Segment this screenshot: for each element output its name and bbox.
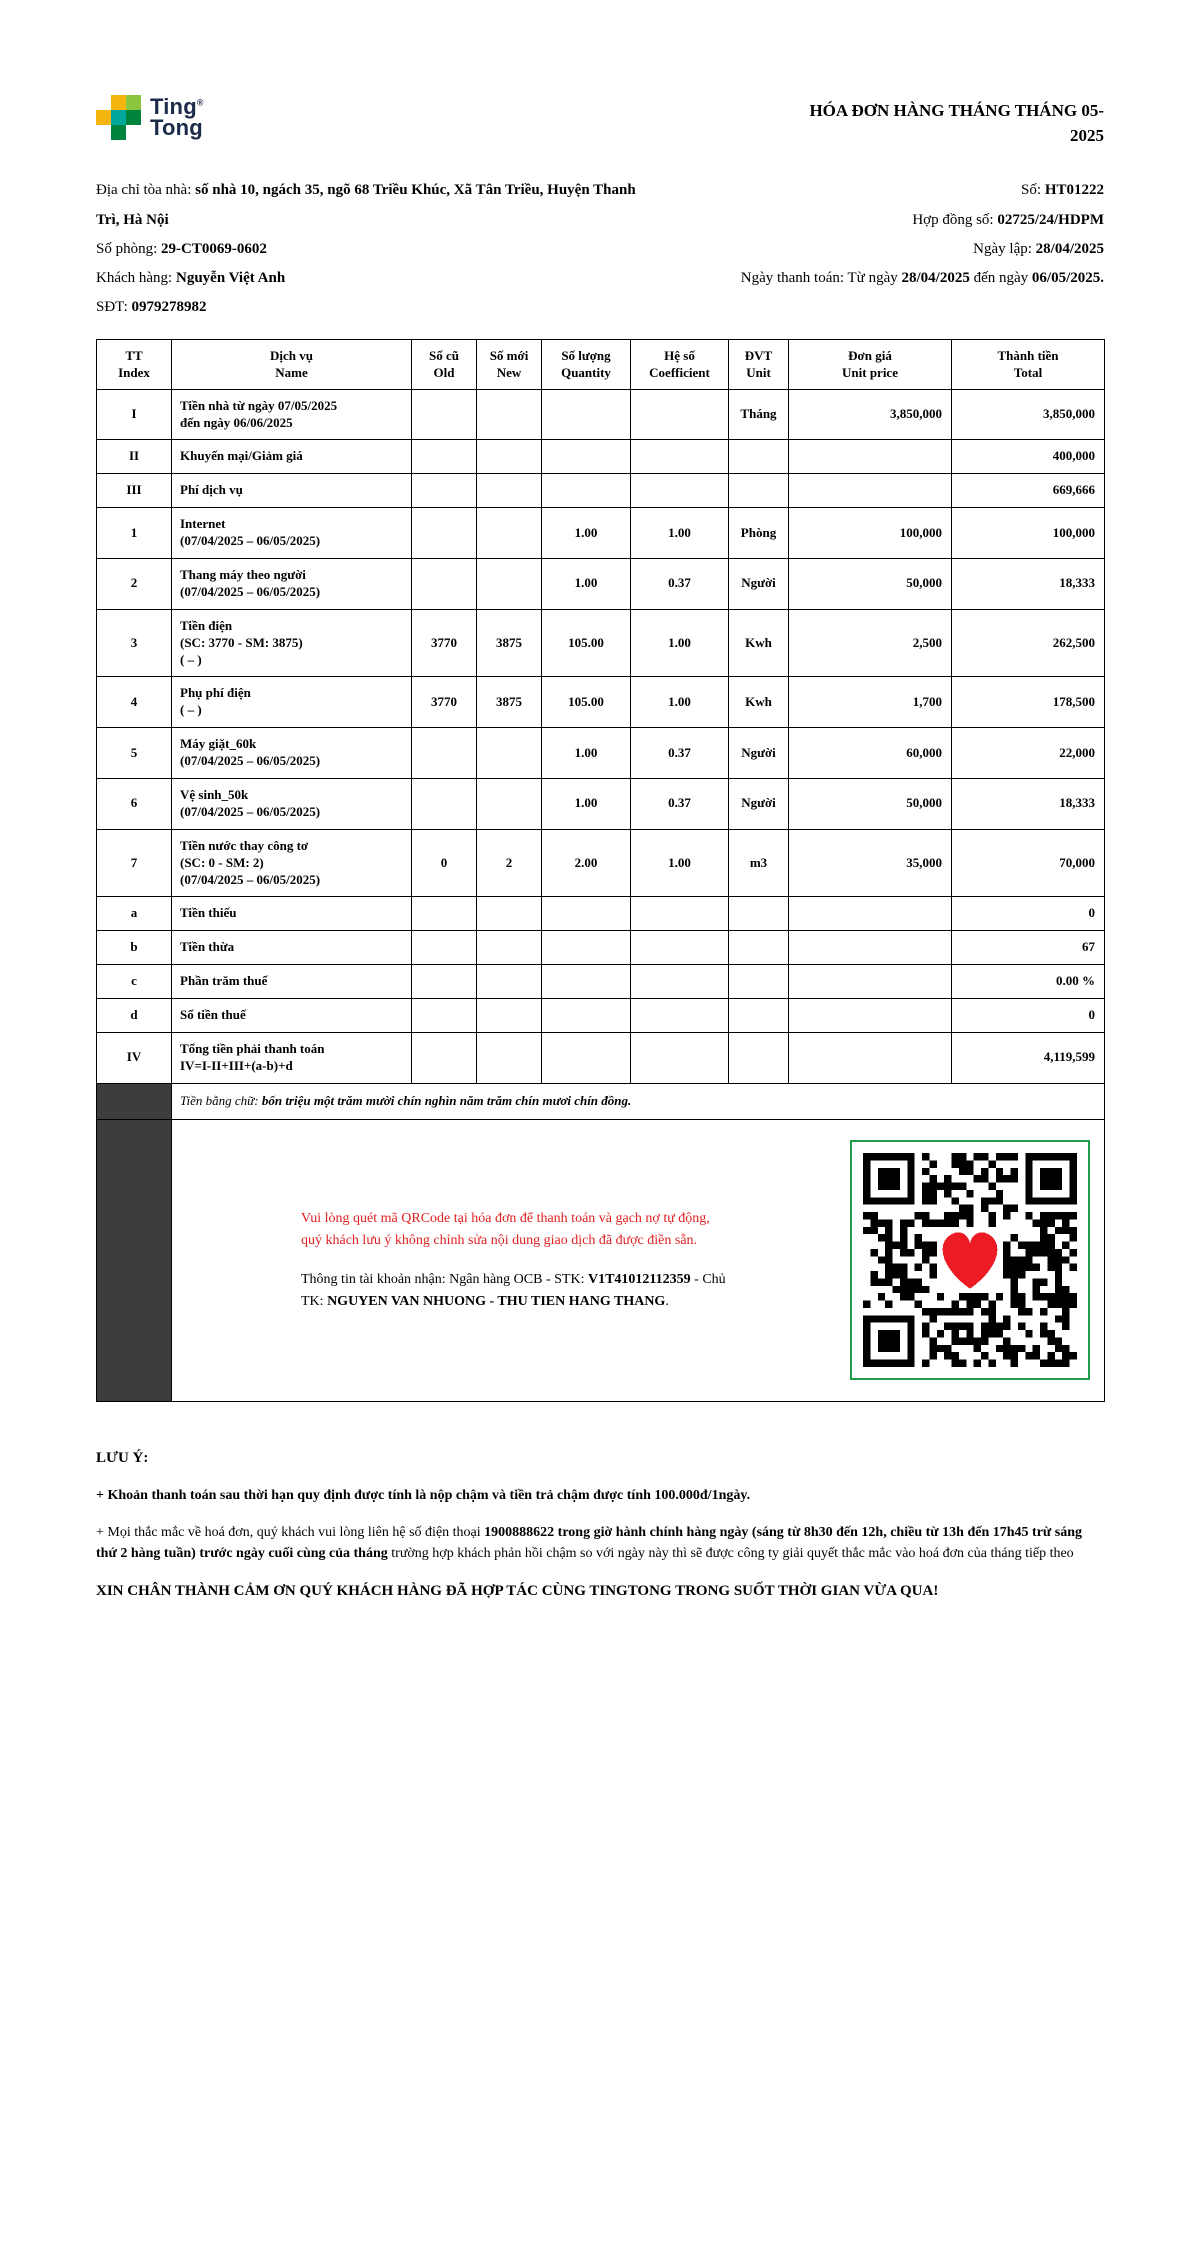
value-cell: [477, 508, 542, 559]
text-segment: 1900888622 trong giờ hành chính hàng ngày (sáng từ 8h30 đến 12h, chiều từ 13h đến 17h45 trừ sáng thứ 2 hàng tuần) trước ngày cuối cùng của tháng: [96, 1524, 1083, 1561]
value-cell: 1.00: [631, 609, 729, 677]
value-cell: 1.00: [542, 778, 631, 829]
info-line: [96, 264, 661, 293]
value-cell: 35,000: [789, 829, 952, 897]
text-segment: 29-CT0069-0602: [161, 240, 267, 257]
value-cell: [542, 1033, 631, 1084]
value-cell: [789, 897, 952, 931]
value-cell: [412, 474, 477, 508]
table-row: [97, 829, 1105, 897]
logo-pixel: [126, 125, 141, 140]
note-paragraph: [96, 1522, 1104, 1564]
value-cell: 0.00 %: [952, 965, 1105, 999]
text-segment: 06/05/2025.: [1031, 270, 1104, 287]
tingtong-logo-text: [150, 93, 204, 140]
column-header-line: Số mới: [489, 347, 529, 363]
value-cell: [729, 931, 789, 965]
logo-pixel: [111, 125, 126, 140]
table-row: [97, 440, 1105, 474]
logo-pixel: [111, 110, 126, 125]
value-cell: [412, 999, 477, 1033]
info-left: [96, 176, 661, 322]
text-segment: 28/04/2025: [901, 270, 970, 287]
value-cell: 400,000: [952, 440, 1105, 474]
text-segment: SĐT:: [96, 299, 132, 316]
text-segment: đến ngày: [969, 270, 1032, 287]
service-cell: [172, 778, 412, 829]
value-cell: [729, 897, 789, 931]
service-line: ( – ): [180, 651, 202, 667]
value-cell: [412, 728, 477, 779]
service-line: Tổng tiền phải thanh toán: [180, 1041, 325, 1056]
table-row: [97, 677, 1105, 728]
value-cell: 50,000: [789, 778, 952, 829]
value-cell: 669,666: [952, 474, 1105, 508]
logo-pixel: [96, 125, 111, 140]
value-cell: m3: [729, 829, 789, 897]
service-line: (07/04/2025 – 06/05/2025): [180, 803, 321, 819]
service-line: ( – ): [180, 702, 202, 718]
column-header-line: ĐVT: [744, 347, 773, 363]
value-cell: [477, 558, 542, 609]
text-segment: Số:: [1021, 182, 1045, 199]
value-cell: 262,500: [952, 609, 1105, 677]
text-segment: Địa chỉ tòa nhà:: [96, 182, 196, 199]
value-cell: [631, 931, 729, 965]
amount-in-words-cell: [172, 1083, 1105, 1119]
value-cell: [412, 931, 477, 965]
row-index-cell: 3: [97, 609, 172, 677]
value-cell: 3,850,000: [789, 389, 952, 440]
text-segment: NGUYEN VAN NHUONG - THU TIEN HANG THANG: [327, 1293, 666, 1309]
text-segment: Thông tin tài khoản nhận: Ngân hàng OCB - STK:: [301, 1272, 588, 1288]
row-index-cell: a: [97, 897, 172, 931]
service-cell: [172, 931, 412, 965]
value-cell: 178,500: [952, 677, 1105, 728]
service-line: (07/04/2025 – 06/05/2025): [180, 871, 321, 887]
service-line: Internet: [180, 516, 226, 532]
value-cell: [477, 778, 542, 829]
service-line: Máy giặt_60k: [180, 736, 257, 752]
value-cell: 0: [952, 897, 1105, 931]
logo-pixel: [111, 95, 126, 110]
qr-payment-cell: [172, 1119, 1105, 1401]
row-index-cell: IV: [97, 1033, 172, 1084]
value-cell: 50,000: [789, 558, 952, 609]
column-header: [412, 339, 477, 389]
service-line: (07/04/2025 – 06/05/2025): [180, 753, 321, 769]
logo-word-tong: Tong: [150, 114, 203, 140]
value-cell: Tháng: [729, 389, 789, 440]
value-cell: 4,119,599: [952, 1033, 1105, 1084]
value-cell: [477, 897, 542, 931]
info-line: [704, 235, 1104, 264]
value-cell: [631, 474, 729, 508]
column-header: [477, 339, 542, 389]
value-cell: 1.00: [631, 829, 729, 897]
value-cell: [412, 558, 477, 609]
value-cell: [412, 389, 477, 440]
value-cell: 60,000: [789, 728, 952, 779]
text-segment: V1T41012112359: [587, 1272, 691, 1288]
account-info-text: [301, 1269, 731, 1312]
table-row: [97, 558, 1105, 609]
text-segment: Khách hàng:: [96, 270, 176, 287]
payment-qr-code: [850, 1140, 1090, 1380]
text-segment: - Chủ TK:: [301, 1272, 726, 1309]
merged-dark-cell: [97, 1119, 172, 1401]
service-line: (SC: 0 - SM: 2): [180, 854, 264, 870]
table-row: [97, 508, 1105, 559]
column-header-line: Số cũ: [429, 347, 459, 363]
value-cell: [789, 440, 952, 474]
value-cell: 22,000: [952, 728, 1105, 779]
value-cell: Phòng: [729, 508, 789, 559]
value-cell: 3,850,000: [952, 389, 1105, 440]
service-cell: [172, 897, 412, 931]
value-cell: [729, 474, 789, 508]
table-row: [97, 897, 1105, 931]
text-segment: Tiền bằng chữ:: [180, 1092, 262, 1108]
info-line: [704, 264, 1104, 293]
service-line: (07/04/2025 – 06/05/2025): [180, 533, 321, 549]
value-cell: [542, 965, 631, 999]
service-cell: [172, 1033, 412, 1084]
value-cell: Kwh: [729, 609, 789, 677]
table-row: [97, 474, 1105, 508]
value-cell: [477, 474, 542, 508]
qr-payment-content: [182, 1140, 1094, 1380]
value-cell: [477, 965, 542, 999]
value-cell: [542, 999, 631, 1033]
text-segment: số nhà 10, ngách 35, ngõ 68 Triều Khúc, Xã Tân Triều, Huyện Thanh Trì, Hà Nội: [96, 182, 636, 228]
value-cell: Người: [729, 728, 789, 779]
service-line: (07/04/2025 – 06/05/2025): [180, 583, 321, 599]
row-index-cell: 1: [97, 508, 172, 559]
value-cell: 1.00: [542, 728, 631, 779]
value-cell: [631, 389, 729, 440]
column-header-line: TT: [125, 347, 143, 363]
value-cell: Người: [729, 778, 789, 829]
text-segment: Nguyễn Việt Anh: [175, 270, 286, 287]
value-cell: [542, 897, 631, 931]
service-line: Phần trăm thuế: [180, 973, 268, 989]
logo-pixel: [96, 95, 111, 110]
service-line: Tiền nước thay công tơ: [180, 837, 309, 853]
value-cell: [412, 1033, 477, 1084]
value-cell: 18,333: [952, 558, 1105, 609]
table-header-row: [97, 339, 1105, 389]
value-cell: 0.37: [631, 558, 729, 609]
value-cell: Kwh: [729, 677, 789, 728]
row-index-cell: d: [97, 999, 172, 1033]
column-header: [542, 339, 631, 389]
value-cell: 2: [477, 829, 542, 897]
text-segment: 28/04/2025: [1035, 240, 1104, 257]
info-line: [96, 176, 661, 235]
logo-pixel: [126, 95, 141, 110]
text-segment: XIN CHÂN THÀNH CẢM ƠN QUÝ KHÁCH HÀNG ĐÃ HỢP TÁC CÙNG TINGTONG TRONG SUỐT THỜI GIAN VỪA QUA!: [96, 1582, 939, 1599]
value-cell: [631, 1033, 729, 1084]
value-cell: 0: [412, 829, 477, 897]
text-segment: Hợp đồng số:: [912, 211, 998, 228]
value-cell: [477, 728, 542, 779]
service-line: đến ngày 06/06/2025: [180, 414, 293, 430]
service-cell: [172, 999, 412, 1033]
text-segment: Số phòng:: [96, 240, 162, 257]
value-cell: 1.00: [542, 558, 631, 609]
invoice-info: [96, 176, 1104, 322]
table-row: [97, 931, 1105, 965]
service-cell: [172, 474, 412, 508]
row-index-cell: I: [97, 389, 172, 440]
info-line: [96, 235, 661, 264]
text-segment: 0979278982: [131, 299, 207, 316]
column-header: [729, 339, 789, 389]
merged-dark-cell: [97, 1083, 172, 1119]
value-cell: 18,333: [952, 778, 1105, 829]
row-index-cell: c: [97, 965, 172, 999]
value-cell: [631, 965, 729, 999]
value-cell: [729, 999, 789, 1033]
value-cell: [412, 778, 477, 829]
value-cell: [542, 389, 631, 440]
value-cell: [789, 931, 952, 965]
value-cell: 105.00: [542, 677, 631, 728]
invoice-title: HÓA ĐƠN HÀNG THÁNG THÁNG 05-2025: [809, 101, 1104, 145]
qr-code-image: [863, 1153, 1077, 1367]
note-paragraph: [96, 1580, 976, 1603]
column-header-line: Đơn giá: [848, 347, 892, 363]
table-row: [97, 999, 1105, 1033]
value-cell: 1.00: [542, 508, 631, 559]
table-row: [97, 965, 1105, 999]
table-row: [97, 389, 1105, 440]
value-cell: [631, 999, 729, 1033]
value-cell: 2.00: [542, 829, 631, 897]
value-cell: 3770: [412, 677, 477, 728]
value-cell: [729, 440, 789, 474]
info-line: [704, 206, 1104, 235]
column-header-line: Unit: [746, 365, 771, 381]
value-cell: 67: [952, 931, 1105, 965]
value-cell: [412, 897, 477, 931]
value-cell: [477, 389, 542, 440]
logo-pixel: [96, 110, 111, 125]
service-cell: [172, 440, 412, 474]
service-line: Khuyến mại/Giảm giá: [180, 448, 303, 464]
value-cell: [542, 440, 631, 474]
value-cell: 2,500: [789, 609, 952, 677]
row-index-cell: 2: [97, 558, 172, 609]
value-cell: [477, 440, 542, 474]
column-header: [97, 339, 172, 389]
value-cell: [789, 1033, 952, 1084]
value-cell: [631, 897, 729, 931]
value-cell: 1.00: [631, 508, 729, 559]
row-index-cell: 4: [97, 677, 172, 728]
column-header-line: Index: [118, 365, 150, 381]
note-paragraph: [96, 1485, 1104, 1506]
table-row: [97, 778, 1105, 829]
service-cell: [172, 677, 412, 728]
text-segment: HT01222: [1044, 182, 1104, 199]
notes-heading: LƯU Ý:: [96, 1449, 149, 1466]
service-cell: [172, 508, 412, 559]
value-cell: [631, 440, 729, 474]
value-cell: [789, 999, 952, 1033]
invoice-header: [96, 95, 1104, 148]
column-header-line: New: [496, 365, 522, 381]
column-header-line: Thành tiền: [997, 347, 1059, 363]
service-cell: [172, 609, 412, 677]
column-header-line: Name: [275, 365, 308, 381]
value-cell: [789, 474, 952, 508]
logo-pixel: [126, 110, 141, 125]
value-cell: 0: [952, 999, 1105, 1033]
table-row: [97, 728, 1105, 779]
value-cell: 1.00: [631, 677, 729, 728]
value-cell: [477, 999, 542, 1033]
logo-word-ting: Ting®: [150, 93, 204, 119]
column-header: [952, 339, 1105, 389]
row-index-cell: III: [97, 474, 172, 508]
text-segment: Ngày thanh toán: Từ ngày: [740, 270, 902, 287]
value-cell: 0.37: [631, 728, 729, 779]
column-header-line: Quantity: [561, 365, 611, 381]
service-line: (SC: 3770 - SM: 3875): [180, 634, 303, 650]
service-line: Thang máy theo người: [180, 566, 306, 582]
row-index-cell: 7: [97, 829, 172, 897]
value-cell: [729, 965, 789, 999]
invoice-table: [96, 339, 1105, 1402]
service-cell: [172, 728, 412, 779]
registered-mark: ®: [196, 97, 204, 108]
value-cell: 3875: [477, 677, 542, 728]
column-header: [172, 339, 412, 389]
text-segment: + Khoản thanh toán sau thời hạn quy định được tính là nộp chậm và tiền trả chậm được tính 100.000đ/1ngày.: [96, 1487, 751, 1503]
row-index-cell: II: [97, 440, 172, 474]
value-cell: 70,000: [952, 829, 1105, 897]
tingtong-logo-icon: [96, 95, 141, 140]
value-cell: 3770: [412, 609, 477, 677]
service-line: Phụ phí điện: [180, 685, 251, 701]
row-index-cell: 5: [97, 728, 172, 779]
value-cell: [542, 474, 631, 508]
value-cell: [412, 508, 477, 559]
service-cell: [172, 558, 412, 609]
column-header-line: Số lượng: [561, 347, 611, 363]
service-line: Tiền nhà từ ngày 07/05/2025: [180, 397, 338, 413]
column-header: [631, 339, 729, 389]
row-index-cell: 6: [97, 778, 172, 829]
column-header-line: Total: [1013, 365, 1043, 381]
service-line: Vệ sinh_50k: [180, 786, 249, 802]
text-segment: .: [665, 1293, 669, 1309]
value-cell: [412, 440, 477, 474]
text-segment: Ngày lập:: [973, 240, 1036, 257]
column-header-line: Coefficient: [649, 365, 710, 381]
qr-instructions: [301, 1208, 731, 1313]
service-line: Tiền thiếu: [180, 905, 237, 921]
value-cell: 3875: [477, 609, 542, 677]
service-line: Số tiền thuế: [180, 1007, 246, 1023]
service-cell: [172, 829, 412, 897]
row-index-cell: b: [97, 931, 172, 965]
service-line: Tiền điện: [180, 617, 233, 633]
column-header-line: Hệ số: [664, 347, 695, 363]
qr-warning-text: Vui lòng quét mã QRCode tại hóa đơn để thanh toán và gạch nợ tự động, quý khách lưu ý không chỉnh sửa nội dung giao dịch đã được điền sẵn.: [301, 1210, 710, 1248]
text-segment: bốn triệu một trăm mười chín nghìn năm trăm chín mươi chín đồng.: [261, 1092, 632, 1108]
value-cell: 100,000: [789, 508, 952, 559]
info-line: [96, 293, 661, 322]
value-cell: 100,000: [952, 508, 1105, 559]
value-cell: [789, 965, 952, 999]
value-cell: [477, 1033, 542, 1084]
qr-payment-row: [97, 1119, 1105, 1401]
notes-list: [96, 1485, 1104, 1603]
table-row: [97, 609, 1105, 677]
table-body: [97, 389, 1105, 1401]
notes-section: [96, 1450, 1104, 1603]
value-cell: 105.00: [542, 609, 631, 677]
value-cell: Người: [729, 558, 789, 609]
value-cell: [729, 1033, 789, 1084]
info-line: [704, 176, 1104, 205]
value-cell: 0.37: [631, 778, 729, 829]
service-cell: [172, 389, 412, 440]
service-line: IV=I-II+III+(a-b)+d: [180, 1057, 293, 1073]
amount-in-words-row: [97, 1083, 1105, 1119]
service-line: Tiền thừa: [180, 939, 235, 955]
service-line: Phí dịch vụ: [180, 482, 243, 498]
table-row: [97, 1033, 1105, 1084]
value-cell: [412, 965, 477, 999]
column-header-line: Old: [433, 365, 455, 381]
service-cell: [172, 965, 412, 999]
column-header-line: Unit price: [842, 365, 898, 381]
column-header-line: Dịch vụ: [270, 347, 313, 363]
value-cell: [542, 931, 631, 965]
text-segment: 02725/24/HDPM: [997, 211, 1104, 228]
value-cell: [477, 931, 542, 965]
text-segment: + Mọi thắc mắc về hoá đơn, quý khách vui lòng liên hệ số điện thoại: [96, 1524, 485, 1540]
info-right: [704, 176, 1104, 322]
tingtong-logo: [96, 95, 204, 140]
value-cell: 1,700: [789, 677, 952, 728]
column-header: [789, 339, 952, 389]
text-segment: trường hợp khách phản hồi chậm so với ngày này thì sẽ được công ty giải quyết thắc mắc vào hoá đơn của tháng tiếp theo: [387, 1545, 1074, 1561]
